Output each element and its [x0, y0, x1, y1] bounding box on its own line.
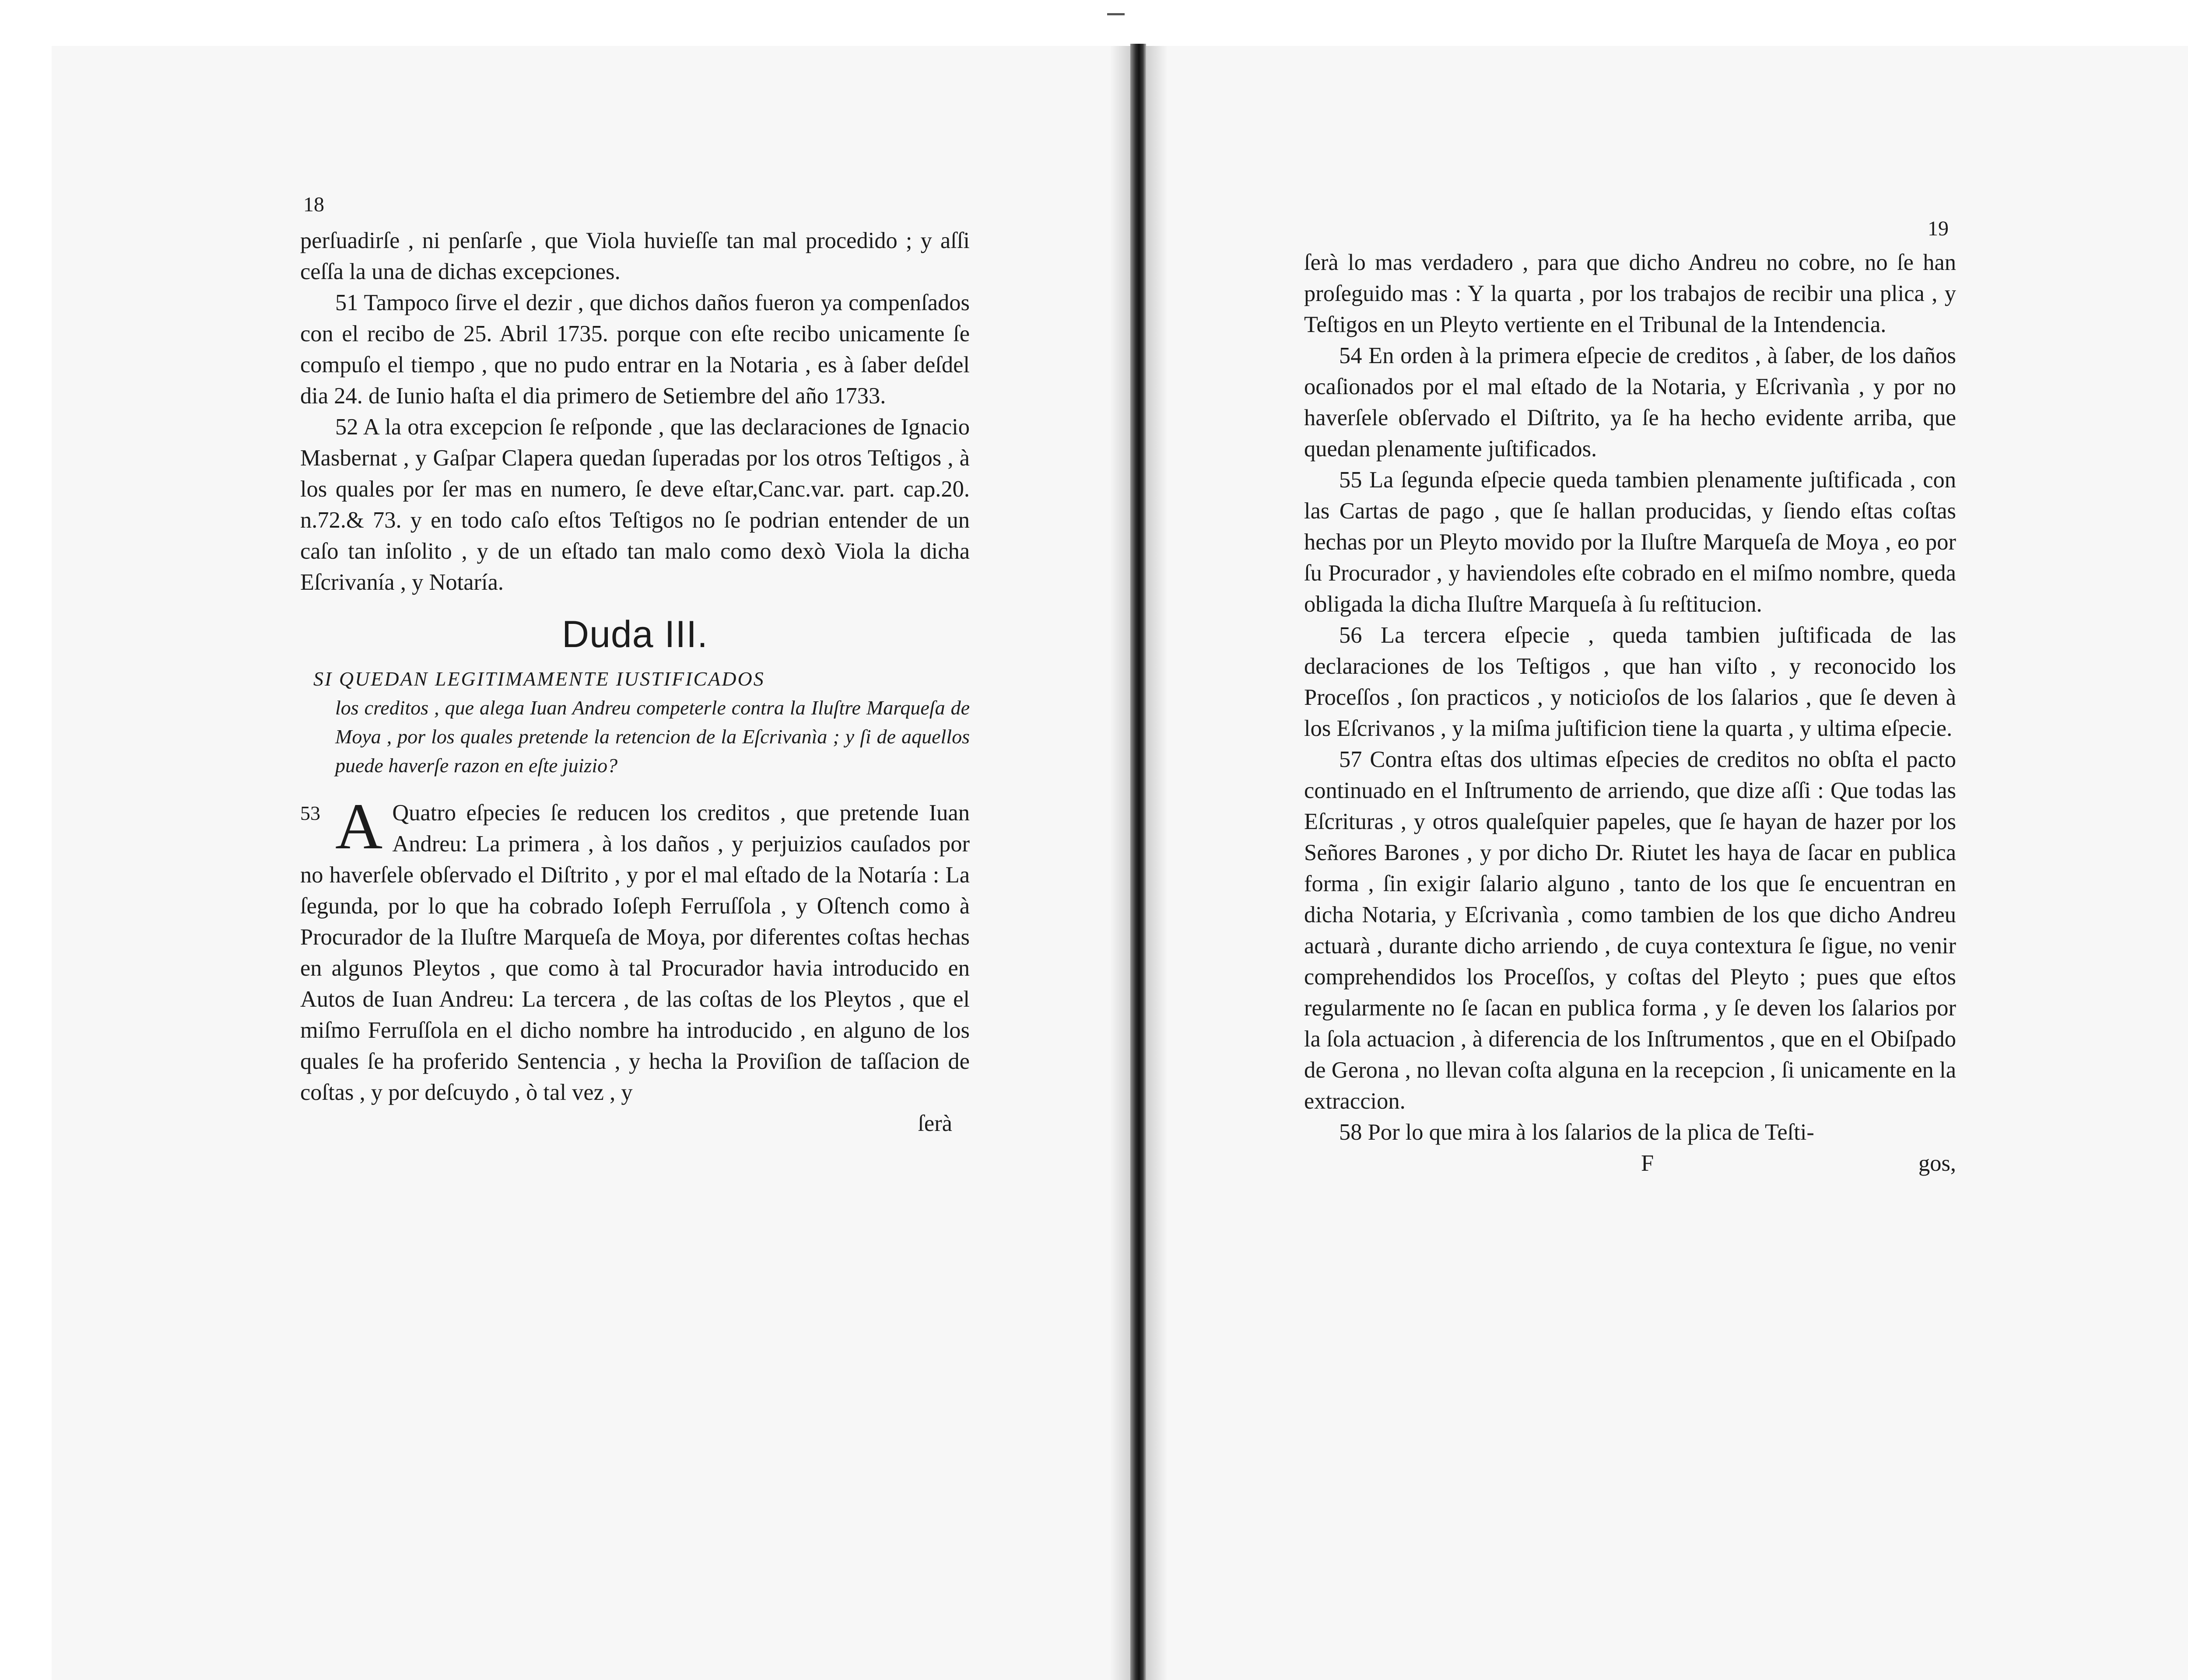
catchword-right: gos, — [1918, 1151, 1956, 1176]
paragraph-53 — [300, 790, 970, 1108]
section-question — [300, 665, 970, 780]
gutter-shadow-left — [1110, 46, 1130, 1680]
paragraph: perſuadirſe , ni penſarſe , que Viola huvieſſe tan mal procedido ; y aſſi ceſſa la una de dichas excepciones. — [300, 228, 970, 284]
top-mark — [1107, 13, 1125, 15]
page-number-left: 18 — [303, 193, 324, 216]
paragraph-58: 58 Por lo que mira à los ſalarios de la plica de Teſti- — [1339, 1120, 1814, 1145]
paragraph-57: 57 Contra eſtas dos ultimas eſpecies de creditos no obſta el pacto continuado en el Inſtrumento de arriendo, que dize aſſi : Que todas las Eſcrituras , y otros qualeſquier papeles, que ſe hayan de hazer por los Señores Barones , y por dicho Dr. Riutet les haya de ſacar en publica forma , ſin exigir ſalario alguno , tanto de los que ſe encuentran en dicha Notaria, y Eſcrivanìa , como tambien de los que dicho Andreu actuarà , durante dicho arriendo , de cuya contextura ſe ſigue, no venir comprehendidos los Proceſſos, y coſtas del Pleyto ; pues que eſtos regularmente no ſe ſacan en publica forma , y ſe deven los ſalarios por la ſola actuacion , à diferencia de los Inſtrumentos , que en el Obiſpado de Gerona , no llevan coſta alguna en la recepcion , ſi unicamente en la extraccion. — [1304, 747, 1956, 1114]
page-footer — [1304, 1148, 1956, 1179]
catchword-left: ſerà — [918, 1111, 952, 1136]
signature-mark: F — [1641, 1151, 1654, 1176]
paragraph-51: 51 Tampoco ſirve el dezir , que dichos daños fueron ya compenſados con el recibo de 25. Abril 1735. porque con eſte recibo unicamente ſe compuſo el tiempo , que no pudo entrar en la Notaria , es à ſaber deſdel dia 24. de Iunio haſta el dia primero de Setiembre del año 1733. — [300, 290, 970, 409]
book-spine — [1130, 44, 1146, 1680]
paragraph-number: 53 — [300, 802, 320, 824]
drop-cap: A — [335, 790, 383, 863]
question-body: los creditos , que alega Iuan Andreu competerle contra la Iluſtre Marqueſa de Moya , por los quales pretende la retencion de la Eſcrivanìa ; y ſi de aquellos puede haverſe razon en eſte juizio? — [335, 696, 970, 777]
paragraph-56: 56 La tercera eſpecie , queda tambien juſtificada de las declaraciones de los Teſtigos , que han viſto , y reconocido los Proceſſos , ſon practicos , y noticioſos de los ſalarios , que ſe deven à los Eſcrivanos , y la miſma juſtificion tiene la quarta , y ultima eſpecie. — [1304, 623, 1956, 741]
paragraph-54: 54 En orden à la primera eſpecie de creditos , à ſaber, de los daños ocaſionados por el mal eſtado de la Notaria, y Eſcrivanìa , y por no haverſele obſervado el Diſtrito, ya ſe ha hecho evidente arriba, que quedan plenamente juſtificados. — [1304, 343, 1956, 462]
page-number-right: 19 — [1928, 217, 1949, 240]
question-heading: SI QUEDAN LEGITIMAMENTE IUSTIFICADOS — [313, 668, 765, 690]
gutter-shadow-right — [1146, 46, 1168, 1680]
right-page-text — [1304, 247, 1956, 1179]
paragraph-52: 52 A la otra excepcion ſe reſponde , que las declaraciones de Ignacio Masbernat , y Gaſpar Clapera quedan ſuperadas por los otros Teſtigos , à los quales por ſer mas en numero, ſe deve eſtar,Canc.var. part. cap.20. n.72.& 73. y en todo caſo eſtos Teſtigos no ſe podrian entender de un caſo tan inſolito , y de un eſtado tan malo como dexò Viola la dicha Eſcrivanía , y Notaría. — [300, 414, 970, 595]
paragraph-53-text: Quatro eſpecies ſe reducen los creditos , que pretende Iuan Andreu: La primera , à los daños , y perjuizios cauſados por no haverſele obſervado el Diſtrito , y por el mal eſtado de la Notaría : La ſegunda, por lo que ha cobrado Ioſeph Ferruſſola , y Oſtench como à Procurador de la Iluſtre Marqueſa de Moya, por diferentes coſtas hechas en algunos Pleytos , que como à tal Procurador havia introducido en Autos de Iuan Andreu: La tercera , de las coſtas de los Pleytos , que el miſmo Ferruſſola en el dicho nombre ha introducido , en alguno de los quales ſe ha proferido Sentencia , y hecha la Proviſion de taſſacion de coſtas , y por deſcuydo , ò tal vez , y — [300, 800, 970, 1105]
paragraph-55: 55 La ſegunda eſpecie queda tambien plenamente juſtificada , con las Cartas de pago , que ſe hallan producidas, y ſiendo eſtas coſtas hechas por un Pleyto movido por la Iluſtre Marqueſa de Moya , eo por ſu Procurador , y haviendoles eſte cobrado en el miſmo nombre, queda obligada la dicha Iluſtre Marqueſa à ſu reſtitucion. — [1304, 467, 1956, 617]
left-page-text — [300, 225, 970, 1139]
paragraph: ſerà lo mas verdadero , para que dicho Andreu no cobre, no ſe han proſeguido mas : Y la quarta , por los trabajos de recibir una plica , y Teſtigos en un Pleyto vertiente en el Tribunal de la Intendencia. — [1304, 250, 1956, 337]
section-heading: Duda III. — [561, 613, 708, 655]
